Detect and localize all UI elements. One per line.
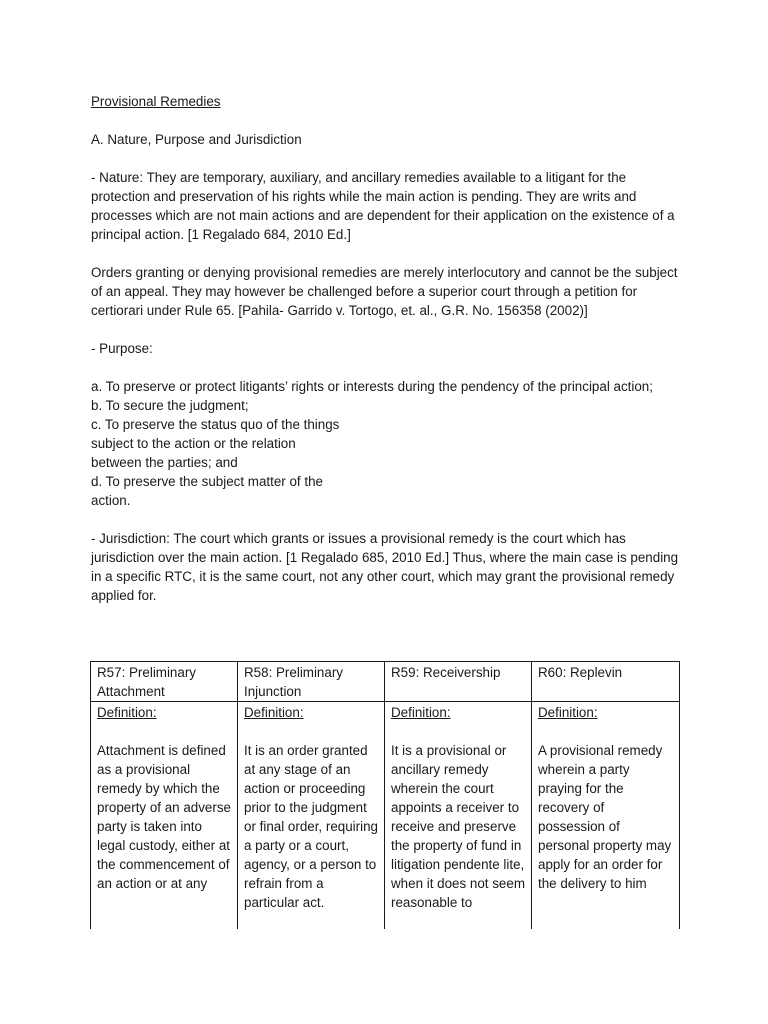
definition-label: Definition: [391, 705, 451, 720]
table-header-row [91, 662, 680, 702]
section-heading: A. Nature, Purpose and Jurisdiction [91, 132, 302, 147]
table-cell [91, 702, 238, 930]
definition-text: Attachment is defined as a provisional remedy by which the property of an adverse party is taken into legal custody, either at the commencement of an action or at any [97, 743, 231, 891]
table-header-cell: R60: Replevin [532, 662, 680, 702]
purpose-item-a: a. To preserve or protect litigants’ rights or interests during the pendency of the principal action; [91, 379, 653, 394]
definition-label: Definition: [538, 705, 598, 720]
purpose-item-b: b. To secure the judgment; [91, 398, 249, 413]
purpose-heading: - Purpose: [91, 341, 153, 356]
purpose-item-c-line-3: between the parties; and [91, 455, 238, 470]
table-cell [385, 702, 532, 930]
definition-text: It is an order granted at any stage of an action or proceeding prior to the judgment or final order, requiring a party or a court, agency, or a person to refrain from a particular act. [244, 743, 378, 910]
definition-label: Definition: [244, 705, 304, 720]
document-title: Provisional Remedies [91, 94, 221, 109]
purpose-item-d-line-2: action. [91, 493, 131, 508]
orders-paragraph: Orders granting or denying provisional remedies are merely interlocutory and cannot be the subject of an appeal. They may however be challenged before a superior court through a petition for certiorari under Rule 65. [Pahila- Garrido v. Tortogo, et. al., G.R. No. 156358 (2002)] [91, 265, 678, 318]
purpose-item-c-line-2: subject to the action or the relation [91, 436, 296, 451]
table-header-cell: R59: Receivership [385, 662, 532, 702]
table-row [91, 702, 680, 930]
remedies-table [90, 661, 680, 929]
jurisdiction-paragraph: - Jurisdiction: The court which grants or issues a provisional remedy is the court which has jurisdiction over the main action. [1 Regalado 685, 2010 Ed.] Thus, where the main case is pending in a specific RTC, it is the same court, not any other court, which may grant the provisional remedy applied for. [91, 531, 679, 603]
definition-text: A provisional remedy wherein a party praying for the recovery of possession of personal property may apply for an order for the delivery to him [538, 743, 672, 891]
definition-label: Definition: [97, 705, 157, 720]
table-cell [532, 702, 680, 930]
table-header-cell: R57: Preliminary Attachment [91, 662, 238, 702]
purpose-item-d-line-1: d. To preserve the subject matter of the [91, 474, 323, 489]
table-cell [238, 702, 385, 930]
nature-paragraph: - Nature: They are temporary, auxiliary, and ancillary remedies available to a litigant for the protection and preservation of his rights while the main action is pending. They are writs and processes which are not main actions and are dependent for their application on the existence of a principal action. [1 Regalado 684, 2010 Ed.] [91, 170, 675, 242]
purpose-item-c-line-1: c. To preserve the status quo of the things [91, 417, 340, 432]
definition-text: It is a provisional or ancillary remedy wherein the court appoints a receiver to receive and preserve the property of fund in litigation pendente lite, when it does not seem reasonable to [391, 743, 525, 910]
table-header-cell: R58: Preliminary Injunction [238, 662, 385, 702]
